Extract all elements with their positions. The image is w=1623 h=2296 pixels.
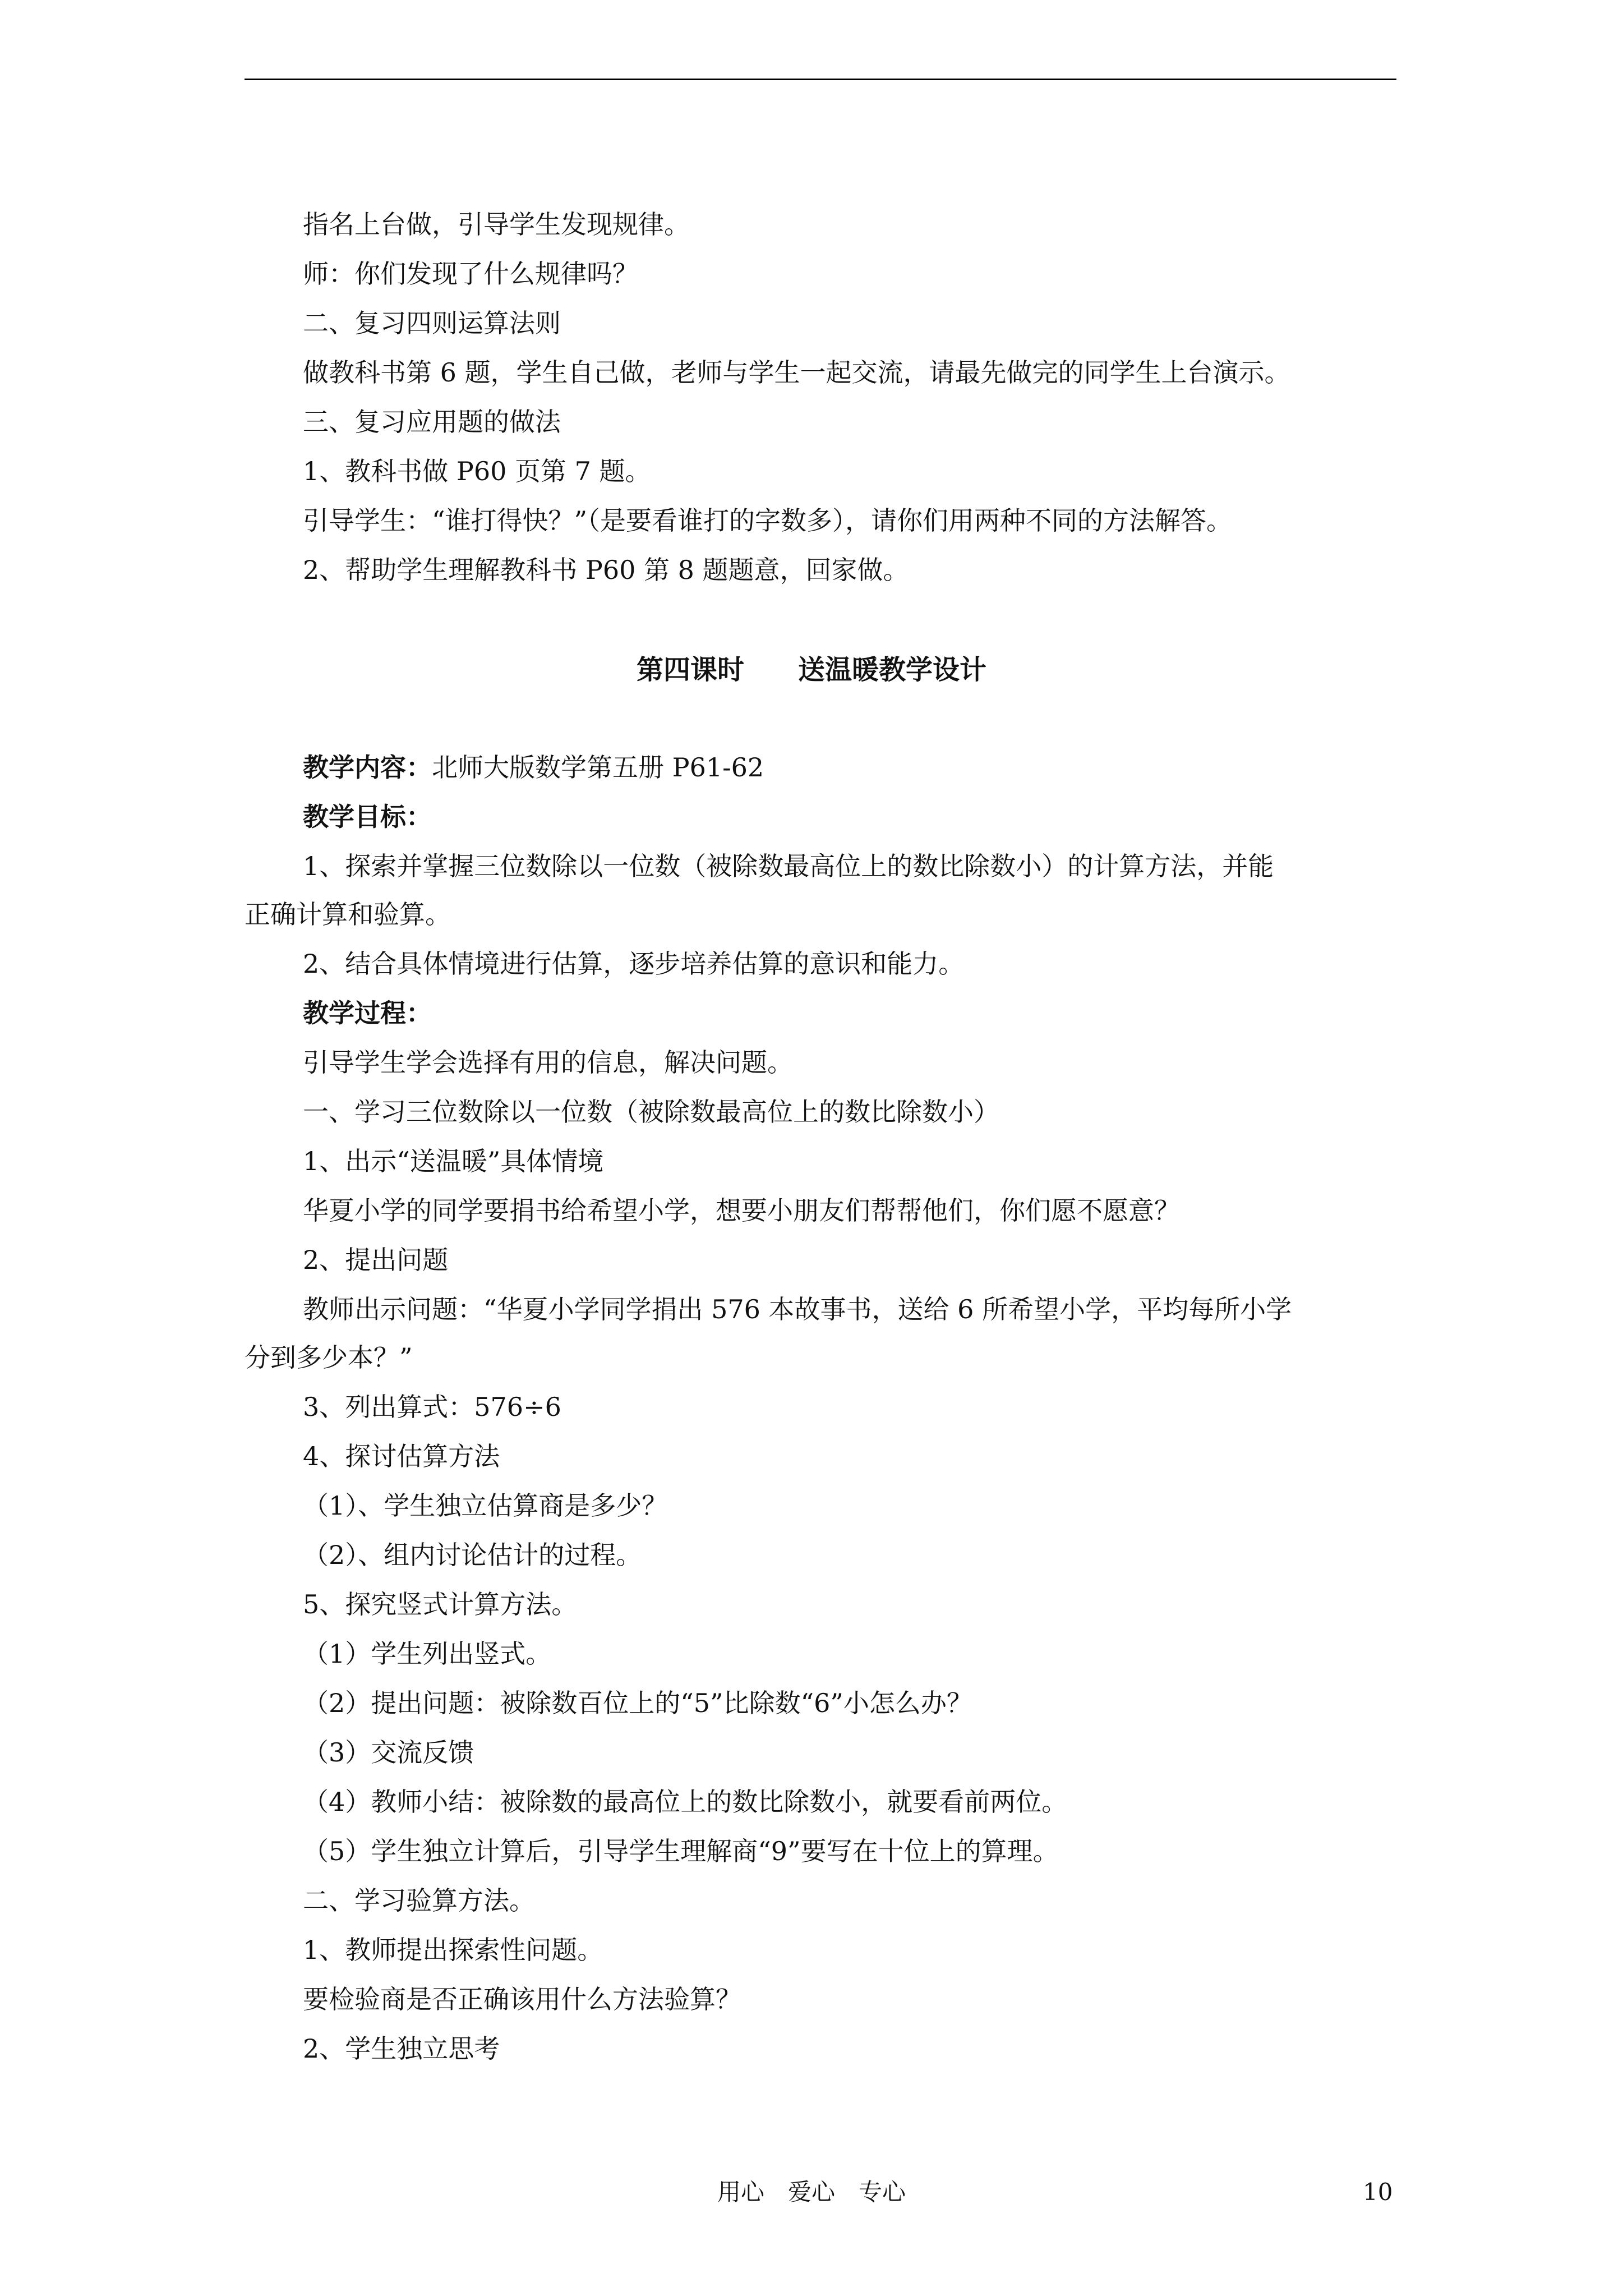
text-line: （5）学生独立计算后，引导学生理解商“9”要写在十位上的算理。 — [303, 1836, 1059, 1866]
text-line: 1、探索并掌握三位数除以一位数（被除数最高位上的数比除数小）的计算方法，并能 — [303, 851, 1274, 881]
text-line: （3）交流反馈 — [303, 1737, 474, 1768]
text-line: 5、探究竖式计算方法。 — [303, 1589, 578, 1619]
text-line: 一、学习三位数除以一位数（被除数最高位上的数比除数小） — [303, 1097, 999, 1127]
footer-motto: 用心 爱心 专心 — [717, 2178, 906, 2206]
text-line: 2、提出问题 — [303, 1245, 449, 1275]
text-line: （2）提出问题：被除数百位上的“5”比除数“6”小怎么办？ — [303, 1688, 972, 1718]
text-line: 1、出示“送温暖”具体情境 — [303, 1146, 604, 1176]
text-line: 正确计算和验算。 — [245, 899, 451, 930]
text-line: 2、帮助学生理解教科书 P60 第 8 题题意，回家做。 — [303, 555, 909, 585]
text-line: 2、结合具体情境进行估算，逐步培养估算的意识和能力。 — [303, 949, 965, 979]
text-line: 引导学生学会选择有用的信息，解决问题。 — [303, 1047, 793, 1078]
text-line: 华夏小学的同学要捐书给希望小学，想要小朋友们帮帮他们，你们愿不愿意？ — [303, 1195, 1180, 1226]
text-line: 要检验商是否正确该用什么方法验算？ — [303, 1984, 741, 2014]
text-line: 引导学生：“谁打得快？”（是要看谁打的字数多），请你们用两种不同的方法解答。 — [303, 505, 1233, 536]
text-line: 1、教师提出探索性问题。 — [303, 1935, 603, 1965]
page-number: 10 — [1363, 2178, 1393, 2206]
text-line: （2）、组内讨论估计的过程。 — [303, 1540, 642, 1570]
text-line: 二、复习四则运算法则 — [303, 308, 561, 338]
text-line: 分到多少本？” — [245, 1342, 413, 1373]
text-line: （1）学生列出竖式。 — [303, 1639, 552, 1669]
text-line: （4）教师小结：被除数的最高位上的数比除数小，就要看前两位。 — [303, 1787, 1068, 1817]
text-line: 指名上台做，引导学生发现规律。 — [303, 209, 690, 240]
text-line: 2、学生独立思考 — [303, 2033, 500, 2064]
text-line: 1、教科书做 P60 页第 7 题。 — [303, 456, 651, 486]
header-rule — [245, 79, 1396, 80]
text-line: 教师出示问题：“华夏小学同学捐出 576 本故事书，送给 6 所希望小学，平均每所小学 — [303, 1294, 1292, 1324]
process-label: 教学过程： — [303, 998, 432, 1028]
text-line: 三、复习应用题的做法 — [303, 407, 561, 437]
content-value: 北师大版数学第五册 P61-62 — [432, 752, 764, 783]
content-line — [303, 751, 764, 784]
content-label: 教学内容： — [303, 752, 432, 783]
text-line: 做教科书第 6 题，学生自己做，老师与学生一起交流，请最先做完的同学生上台演示。 — [303, 357, 1290, 388]
text-line: 3、列出算式：576÷6 — [303, 1392, 561, 1422]
goals-label: 教学目标： — [303, 802, 432, 832]
text-line: 师：你们发现了什么规律吗？ — [303, 259, 638, 289]
text-line: （1）、学生独立估算商是多少？ — [303, 1490, 668, 1521]
lesson-title: 第四课时 送温暖教学设计 — [636, 654, 986, 685]
text-line: 4、探讨估算方法 — [303, 1441, 500, 1471]
text-line: 二、学习验算方法。 — [303, 1885, 535, 1916]
